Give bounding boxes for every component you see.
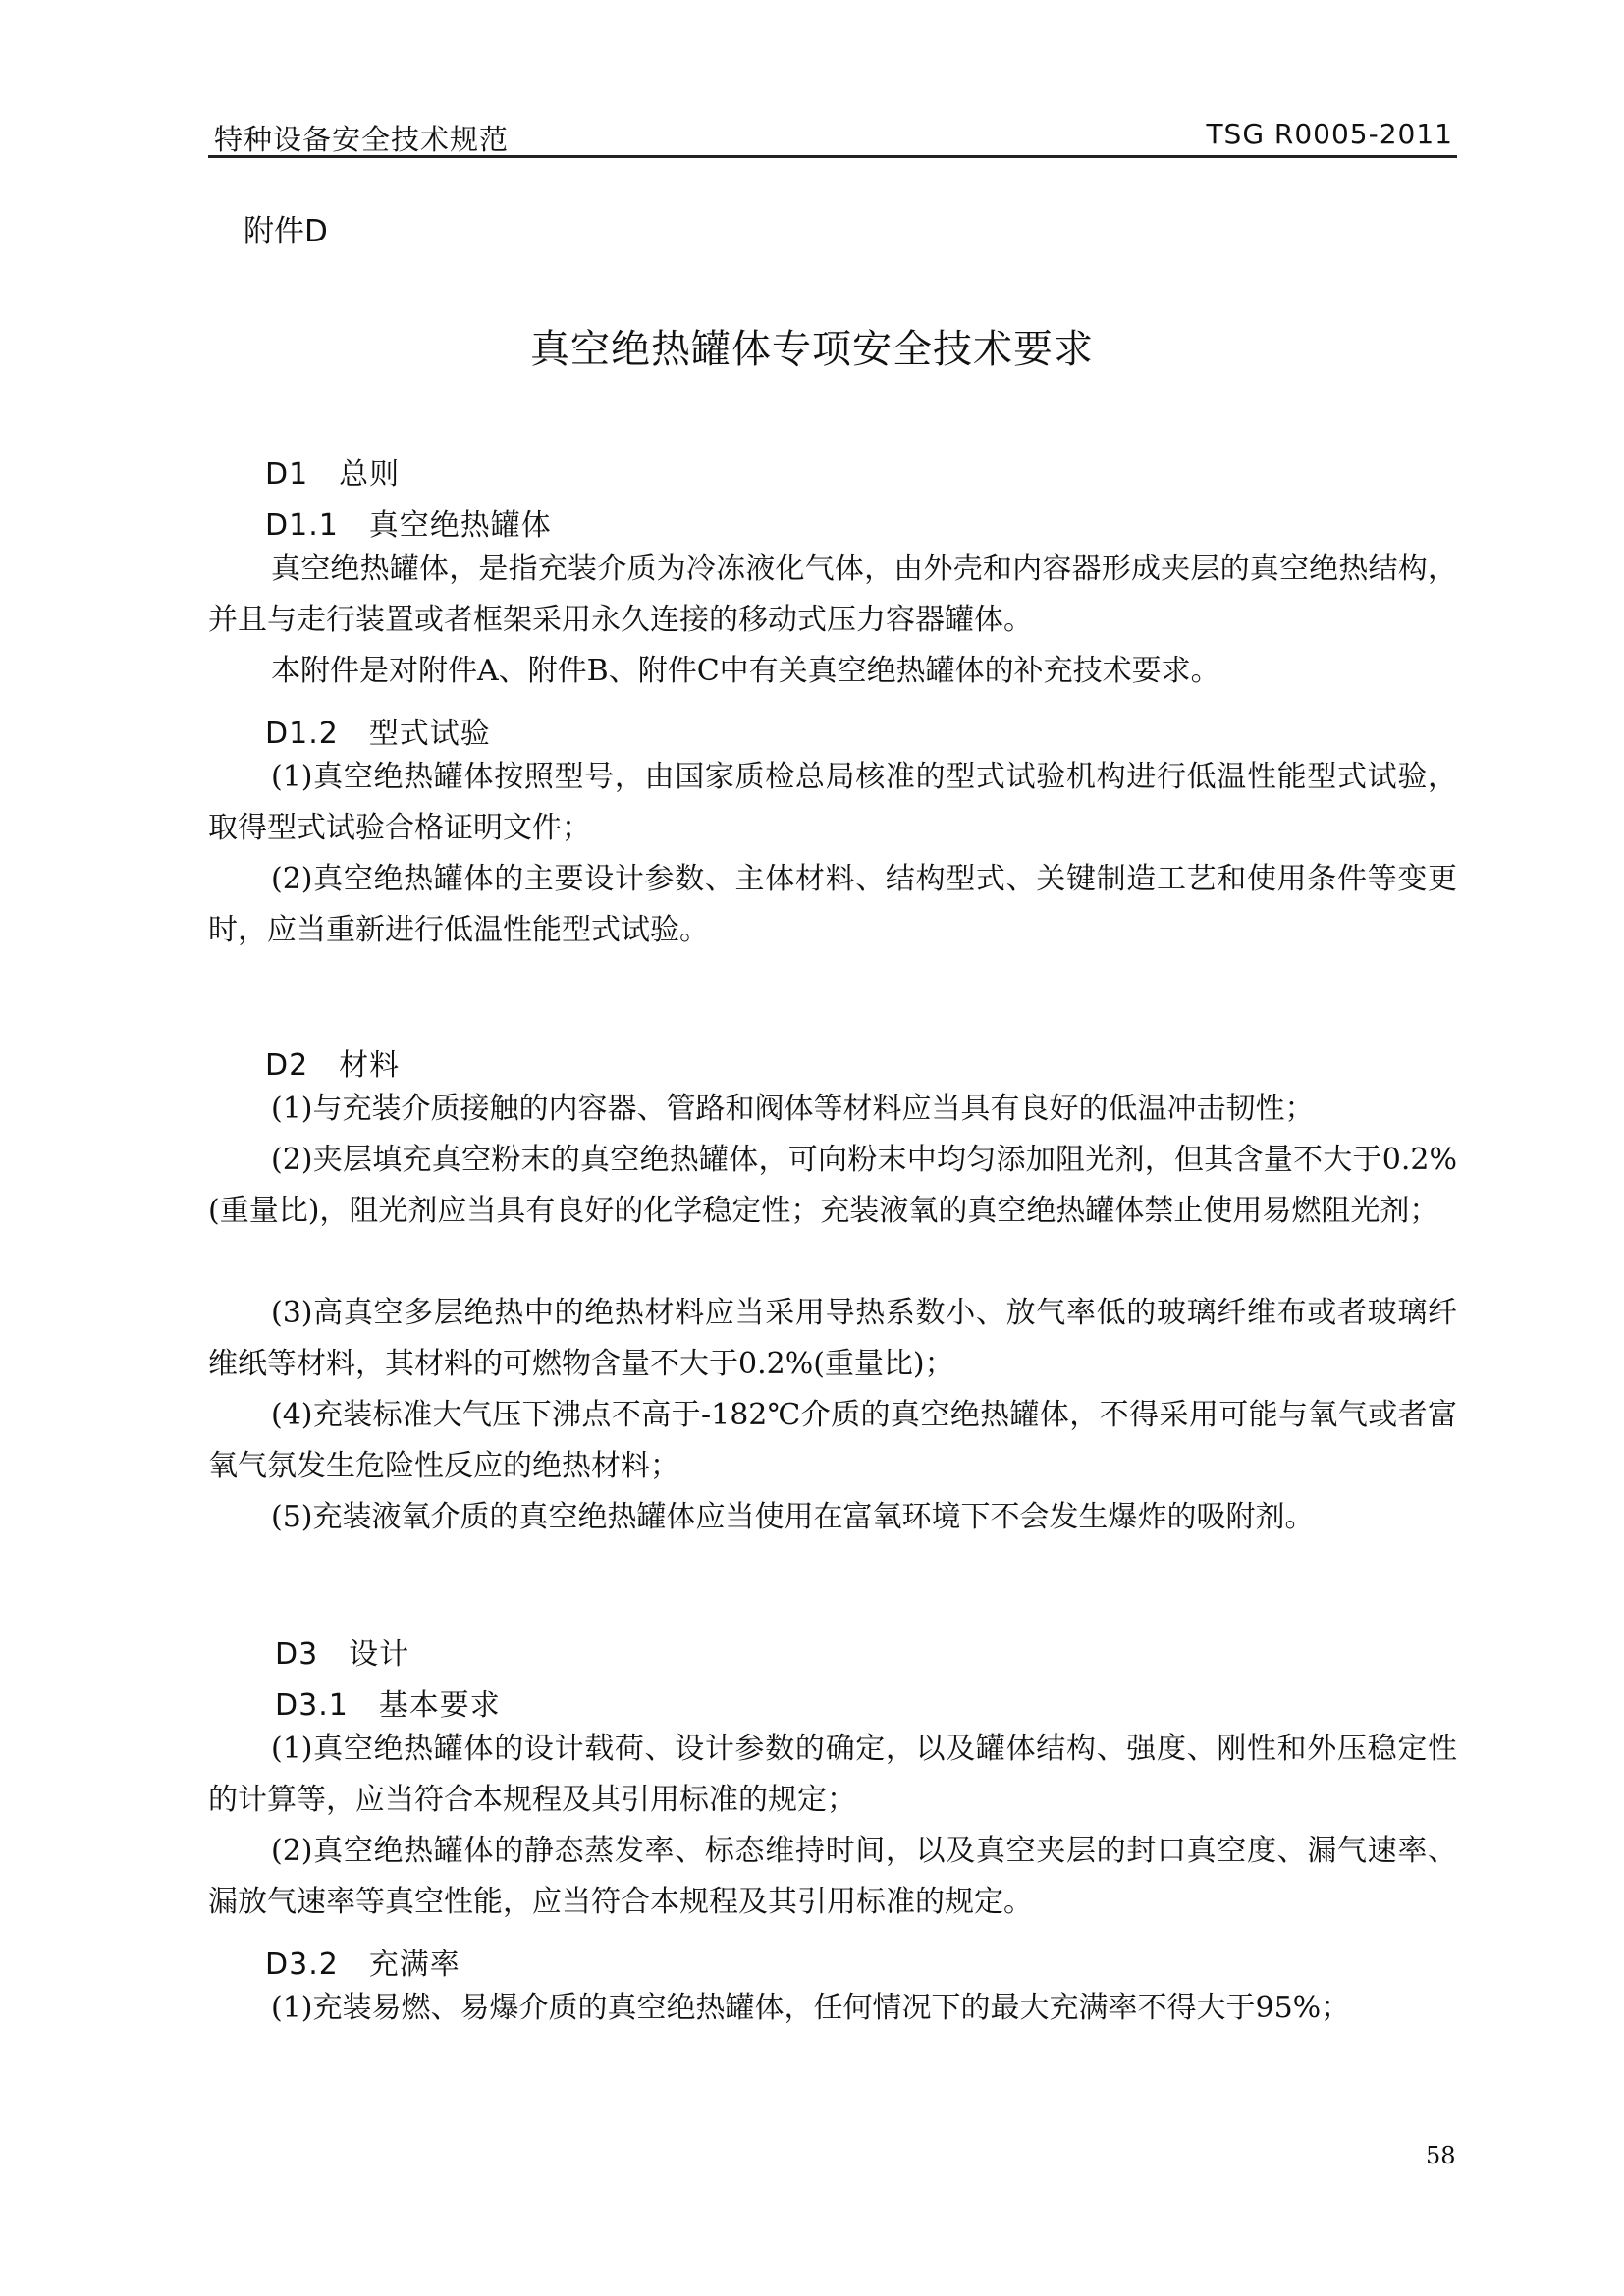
page-title: 真空绝热罐体专项安全技术要求 [530,327,1094,372]
paragraph-d2-item2: (2)夹层填充真空粉末的真空绝热罐体，可向粉末中均匀添加阻光剂，但其含量不大于0.2%(重量比)，阻光剂应当具有良好的化学稳定性；充装液氧的真空绝热罐体禁止使用易燃阻光剂； [208,1143,1457,1228]
paragraph-d3-2-item1: (1)充装易燃、易爆介质的真空绝热罐体，任何情况下的最大充满率不得大于95%； [271,1991,1351,2025]
paragraph-d2-item5: (5)充装液氧介质的真空绝热罐体应当使用在富氧环境下不会发生爆炸的吸附剂。 [271,1500,1315,1534]
header-spec-category: 特种设备安全技术规范 [214,123,510,156]
paragraph-d1-2-item2: (2)真空绝热罐体的主要设计参数、主体材料、结构型式、关键制造工艺和使用条件等变更时，应当重新进行低温性能型式试验。 [208,862,1457,947]
annex-label: 附件D [244,214,328,249]
paragraph-d2-item3: (3)高真空多层绝热中的绝热材料应当采用导热系数小、放气率低的玻璃纤维布或者玻璃纤维纸等材料，其材料的可燃物含量不大于0.2%(重量比)； [208,1296,1457,1381]
paragraph-d2-item1: (1)与充装介质接触的内容器、管路和阀体等材料应当具有良好的低温冲击韧性； [271,1092,1315,1126]
section-heading-d2: D2 材料 [265,1048,401,1083]
running-header [208,112,1457,158]
subsection-heading-d1-2: D1.2 型式试验 [265,717,491,751]
section-heading-d3: D3 设计 [275,1637,410,1672]
paragraph-d1-1-definition: 真空绝热罐体，是指充装介质为冷冻液化气体，由外壳和内容器形成夹层的真空绝热结构，并且与走行装置或者框架采用永久连接的移动式压力容器罐体。 [208,552,1457,637]
page-number: 58 [1426,2142,1456,2169]
paragraph-d3-1-item2: (2)真空绝热罐体的静态蒸发率、标态维持时间，以及真空夹层的封口真空度、漏气速率、漏放气速率等真空性能，应当符合本规程及其引用标准的规定。 [208,1834,1457,1919]
header-standard-code: TSG R0005-2011 [1206,118,1453,150]
subsection-heading-d3-1: D3.1 基本要求 [275,1688,501,1723]
subsection-heading-d3-2: D3.2 充满率 [265,1948,460,1982]
paragraph-d1-1-scope: 本附件是对附件A、附件B、附件C中有关真空绝热罐体的补充技术要求。 [271,654,1220,688]
paragraph-d3-1-item1: (1)真空绝热罐体的设计载荷、设计参数的确定，以及罐体结构、强度、刚性和外压稳定性的计算等，应当符合本规程及其引用标准的规定； [208,1732,1457,1817]
section-heading-d1: D1 总则 [265,457,401,492]
paragraph-d2-item4: (4)充装标准大气压下沸点不高于-182℃介质的真空绝热罐体，不得采用可能与氧气或者富氧气氛发生危险性反应的绝热材料； [208,1398,1457,1483]
paragraph-d1-2-item1: (1)真空绝热罐体按照型号，由国家质检总局核准的型式试验机构进行低温性能型式试验，取得型式试验合格证明文件； [208,760,1457,845]
subsection-heading-d1-1: D1.1 真空绝热罐体 [265,508,552,543]
